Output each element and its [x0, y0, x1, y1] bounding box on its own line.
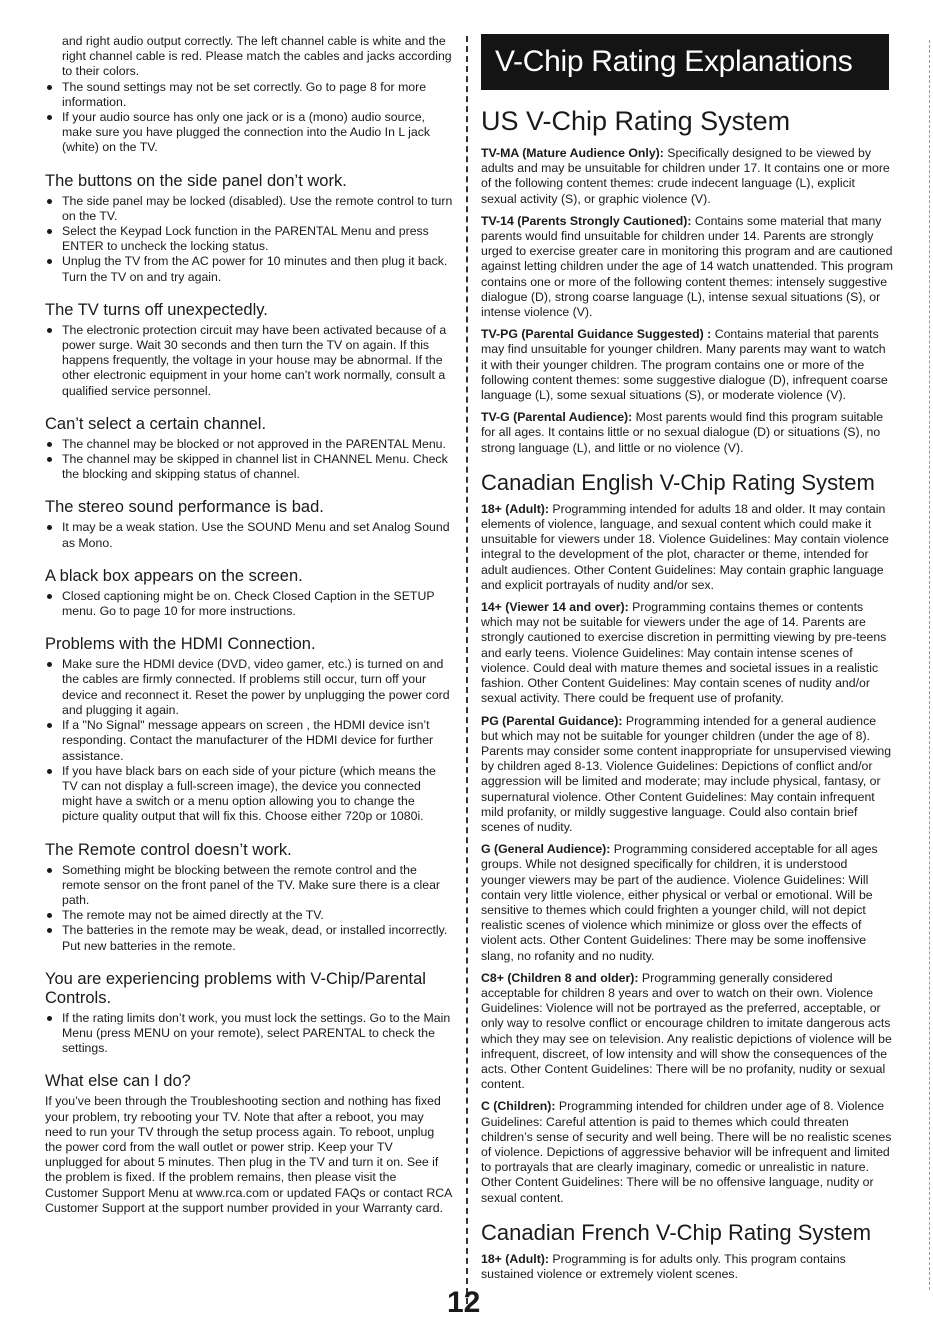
rating-entry — [481, 146, 893, 207]
list-item: The channel may be skipped in channel list in CHANNEL Menu. Check the blocking and skipping status of channel. — [45, 452, 453, 482]
rating-label: PG (Parental Guidance): — [481, 713, 623, 728]
list-item: If the rating limits don’t work, you must lock the settings. Go to the Main Menu (press MENU on your remote), select PARENTAL to check the settings. — [45, 1011, 453, 1057]
rating-entry — [481, 410, 893, 456]
section-list — [45, 589, 453, 619]
troubleshooting-column — [45, 34, 453, 1216]
section-list — [45, 194, 453, 285]
rating-label: G (General Audience): — [481, 842, 611, 857]
rating-entry — [481, 1099, 893, 1205]
rating-description: Specifically designed to be viewed by adults and may be unsuitable for children under 17. It contains one or more of the following content themes: crude indecent language (L), explicit sexual activity (S), or graphic violence (V). — [481, 146, 890, 206]
list-item: If your audio source has only one jack or is a (mono) audio source, make sure you have plugged the connection into the Audio In L jack (white) on the TV. — [45, 110, 453, 156]
rating-label: TV-MA (Mature Audience Only): — [481, 146, 664, 160]
vchip-column — [481, 34, 893, 1289]
section-list — [45, 1011, 453, 1057]
rating-entry — [481, 214, 893, 320]
section-heading: A black box appears on the screen. — [45, 566, 303, 585]
rating-label: 18+ (Adult): — [481, 1251, 549, 1266]
rating-description: Programming intended for a general audience but which may not be suitable for younger children (under the age of 8). Parents may consider some content inappropriate for unsupervised viewing by children aged 8-13. Violence Guidelines: Depictions of conflict and/or aggression will be limited and moderate; may include physical, fantasy, or supernatural violence. Other Content Guidelines: May contain infrequent mild profanity, or mildly suggestive language. Could also contain brief scenes of nudity. — [481, 713, 892, 834]
section-heading: The buttons on the side panel don’t work. — [45, 171, 347, 190]
rating-entry — [481, 971, 893, 1093]
rating-description: Contains material that parents may find unsuitable for younger children. Many parents may want to watch it with their younger children. The program contains one or more of the following content themes: some suggestive dialogue (D), infrequent coarse language (L), some sexual situations (S), or moderate violence (V). — [481, 327, 888, 403]
rating-description: Programming generally considered acceptable for children 8 years and over to watch on their own. Violence Guidelines: Violence will not be portrayed as the preferred, acceptable, or only way to resolve conflict or encourage children to imitate dangerous acts which they may see on television. Any realistic depictions of violence will be infrequent, discreet, of low intensity and will show the consequences of the acts. Other Content Guidelines: There will be no profanity, nudity or sexual content. — [481, 970, 892, 1092]
list-item: The batteries in the remote may be weak, dead, or installed incorrectly. Put new batteries in the remote. — [45, 923, 453, 953]
rating-description: Contains some material that many parents would find unsuitable for children under 14. Parents are strongly urged to exercise greater care in monitoring this program and are cautioned against letting children under the age of 14 watch unattended. This program contains one or more of the following content themes: intensely suggestive dialogue (D), strong coarse language (L), intense sexual situations (S), or intense violence (V). — [481, 213, 893, 320]
rating-entry — [481, 327, 893, 403]
section-title-bar: V-Chip Rating Explanations — [481, 34, 889, 90]
rating-label: 14+ (Viewer 14 and over): — [481, 600, 629, 615]
rating-description: Programming intended for adults 18 and older. It may contain elements of violence, language, and sexual content which could make it unsuitable for viewers under 18. Violence Guidelines: May contain violence integral to the development of the plot, character or theme, intended for adult audiences. Other Content Guidelines: May contain graphic language and explicit portrayals of nudity and/or sex. — [481, 501, 889, 592]
list-item: Select the Keypad Lock function in the PARENTAL Menu and press ENTER to uncheck the locking status. — [45, 224, 453, 254]
list-item: The sound settings may not be set correctly. Go to page 8 for more information. — [45, 80, 453, 110]
list-item: Something might be blocking between the remote control and the remote sensor on the front panel of the TV. Make sure there is a clear path. — [45, 863, 453, 909]
rating-description: Most parents would find this program suitable for all ages. It contains little or no sexual dialogue (D) or situations (S), no strong language (L), and little or no violence (V). — [481, 410, 884, 455]
rating-label: TV-G (Parental Audience): — [481, 410, 633, 425]
section-heading: Can’t select a certain channel. — [45, 414, 267, 433]
rating-entry — [481, 842, 893, 964]
us-rating-heading: US V-Chip Rating System — [481, 106, 791, 136]
column-divider — [466, 36, 468, 1304]
rating-label: C (Children): — [481, 1099, 556, 1114]
list-item: Closed captioning might be on. Check Closed Caption in the SETUP menu. Go to page 10 for more instructions. — [45, 589, 453, 619]
list-item: The side panel may be locked (disabled). Use the remote control to turn on the TV. — [45, 194, 453, 224]
rating-description: Programming considered acceptable for all ages groups. While not designed specifically for children, it is understood younger viewers may be part of the audience. Violence Guidelines: Will contain very little violence, either physical or verbal or emotional. Will be sensitive to themes which could frighten a younger child, will not depict realistic scenes of violence which minimize or gloss over the effects of violent acts. Other Content Guidelines: There may be some inoffensive slang, no rofanity and no nudity. — [481, 842, 878, 963]
canadian-english-heading: Canadian English V-Chip Rating System — [481, 469, 875, 495]
rating-description: Programming contains themes or contents which may not be suitable for viewers under the age of 14. Parents are strongly cautioned to exercise discretion in permitting viewing by pre-teens and early teens. Violence Guidelines: May contain intense scenes of violence. Could deal with mature themes and societal issues in a realistic fashion. Other Content Guidelines: May contain scenes of nudity and/or sexual activity. There could be frequent use of profanity. — [481, 600, 887, 706]
list-item: If you have black bars on each side of your picture (which means the TV can not display a full-screen image), the device you connected might have a switch or a menu option allowing you to change the picture quality output that will fix this. Choose either 720p or 1080i. — [45, 764, 453, 825]
section-list — [45, 323, 453, 399]
section-heading: What else can I do? — [45, 1072, 191, 1091]
section-heading: Problems with the HDMI Connection. — [45, 635, 316, 654]
rating-description: Programming is for adults only. This program contains sustained violence or extremely violent scenes. — [481, 1251, 846, 1281]
section-list — [45, 520, 453, 550]
list-item: It may be a weak station. Use the SOUND Menu and set Analog Sound as Mono. — [45, 520, 453, 550]
rating-entry — [481, 600, 893, 706]
rating-label: 18+ (Adult): — [481, 501, 549, 516]
section-list — [45, 437, 453, 483]
rating-label: TV-14 (Parents Strongly Cautioned): — [481, 213, 692, 228]
list-item: The remote may not be aimed directly at the TV. — [45, 908, 453, 923]
section-heading: You are experiencing problems with V-Chip/Parental Controls. — [45, 969, 426, 1007]
rating-entry — [481, 502, 893, 593]
rating-label: TV-PG (Parental Guidance Suggested) : — [481, 327, 712, 342]
rating-entry — [481, 1252, 893, 1282]
list-item: Make sure the HDMI device (DVD, video gamer, etc.) is turned on and the cables are firmly connected. If problems still occur, turn off your device and reconnect it. Reset the power by unplugging the power cord and plugging it again. — [45, 657, 453, 718]
closing-paragraph: If you’ve been through the Troubleshooting section and nothing has fixed your problem, try rebooting your TV. Note that after a reboot, you may need to run your TV through the setup process again. To reboot, unplug the power cord from the wall outlet or power strip. Keep your TV unplugged for about 5 minutes. Then plug in the TV and turn it on. See if the problem is fixed. If the problem remains, then please visit the Customer Support Menu at www.rca.com or updated FAQs or contact RCA Customer Support at the support number provided in your Warranty card. — [45, 1094, 452, 1215]
rating-entry — [481, 714, 893, 836]
section-heading: The TV turns off unexpectedly. — [45, 300, 268, 319]
page-number: 12 — [447, 1286, 481, 1319]
section-heading: The stereo sound performance is bad. — [45, 498, 324, 517]
list-item: Unplug the TV from the AC power for 10 minutes and then plug it back. Turn the TV on and try again. — [45, 254, 453, 284]
page-edge-rule — [929, 40, 930, 1290]
section-list — [45, 657, 453, 824]
list-item: If a "No Signal" message appears on screen , the HDMI device isn’t responding. Contact the manufacturer of the HDMI device for further assistance. — [45, 718, 453, 764]
rating-description: Programming intended for children under age of 8. Violence Guidelines: Careful attention is paid to themes which could threaten children’s sense of security and well being. There will be no realistic scenes of violence. Depictions of aggressive behavior will be infrequent and limited to portrayals that are clearly imaginary, comedic or unrealistic in nature. Other Content Guidelines: There will be no offensive language, nudity or sexual content. — [481, 1099, 892, 1205]
list-item: The electronic protection circuit may have been activated because of a power surge. Wait 30 seconds and then turn the TV on again. If this happens frequently, the voltage in your house may be abnormal. If the other electronic equipment in your home can’t work normally, consult a qualified service personnel. — [45, 323, 453, 399]
section-heading: The Remote control doesn’t work. — [45, 840, 292, 859]
rating-label: C8+ (Children 8 and older): — [481, 970, 639, 985]
section-list — [45, 863, 453, 954]
continuation-list — [45, 80, 453, 156]
list-item: The channel may be blocked or not approved in the PARENTAL Menu. — [45, 437, 453, 452]
continuation-text: and right audio output correctly. The left channel cable is white and the right channel cable is red. Please match the cables and jacks according to their colors. — [62, 34, 452, 79]
canadian-french-heading: Canadian French V-Chip Rating System — [481, 1219, 872, 1245]
